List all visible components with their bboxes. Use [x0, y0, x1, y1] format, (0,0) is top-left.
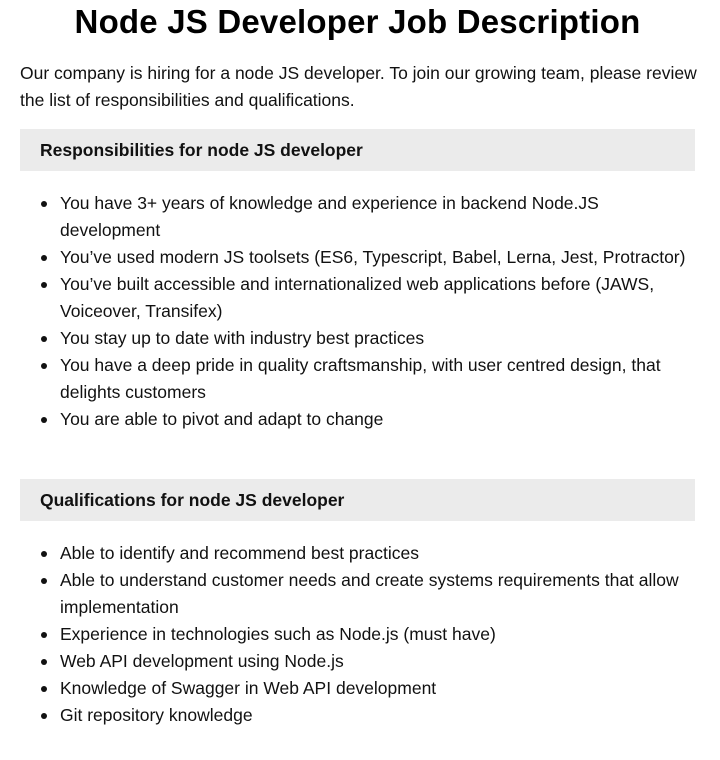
list-item-text: Experience in technologies such as Node.js (must have) — [60, 624, 496, 644]
list-item-text: Web API development using Node.js — [60, 651, 344, 671]
intro-paragraph: Our company is hiring for a node JS developer. To join our growing team, please review the list of responsibilities and qualifications. — [20, 63, 697, 110]
list-item — [60, 190, 700, 244]
bullet-icon — [41, 255, 47, 261]
list-item-text: You have a deep pride in quality craftsmanship, with user centred design, that delights customers — [60, 355, 661, 402]
qualifications-heading: Qualifications for node JS developer — [20, 479, 695, 521]
list-item-text: You are able to pivot and adapt to change — [60, 409, 384, 429]
bullet-icon — [41, 282, 47, 288]
list-item — [60, 540, 700, 567]
list-item-text: You’ve built accessible and internationalized web applications before (JAWS, Voiceover, Transifex) — [60, 274, 655, 321]
list-item — [60, 244, 700, 271]
list-item-text: Git repository knowledge — [60, 705, 253, 725]
bullet-icon — [41, 713, 47, 719]
bullet-icon — [41, 578, 47, 584]
qualifications-list — [20, 540, 700, 729]
list-item-text: Able to identify and recommend best practices — [60, 543, 419, 563]
responsibilities-list — [20, 190, 700, 433]
list-item — [60, 325, 700, 352]
list-item-text: Able to understand customer needs and create systems requirements that allow implementation — [60, 570, 679, 617]
list-item — [60, 406, 700, 433]
bullet-icon — [41, 632, 47, 638]
bullet-icon — [41, 659, 47, 665]
responsibilities-heading: Responsibilities for node JS developer — [20, 129, 695, 171]
list-item — [60, 648, 700, 675]
list-item — [60, 702, 700, 729]
bullet-icon — [41, 363, 47, 369]
list-item-text: Knowledge of Swagger in Web API development — [60, 678, 437, 698]
list-item — [60, 675, 700, 702]
list-item — [60, 352, 700, 406]
bullet-icon — [41, 686, 47, 692]
bullet-icon — [41, 336, 47, 342]
list-item-text: You have 3+ years of knowledge and experience in backend Node.JS development — [60, 193, 599, 240]
list-item — [60, 271, 700, 325]
bullet-icon — [41, 201, 47, 207]
list-item — [60, 621, 700, 648]
bullet-icon — [41, 417, 47, 423]
list-item-text: You stay up to date with industry best practices — [60, 328, 425, 348]
page-title: Node JS Developer Job Description — [74, 3, 641, 40]
bullet-icon — [41, 551, 47, 557]
list-item — [60, 567, 700, 621]
list-item-text: You’ve used modern JS toolsets (ES6, Typescript, Babel, Lerna, Jest, Protractor) — [60, 247, 686, 267]
